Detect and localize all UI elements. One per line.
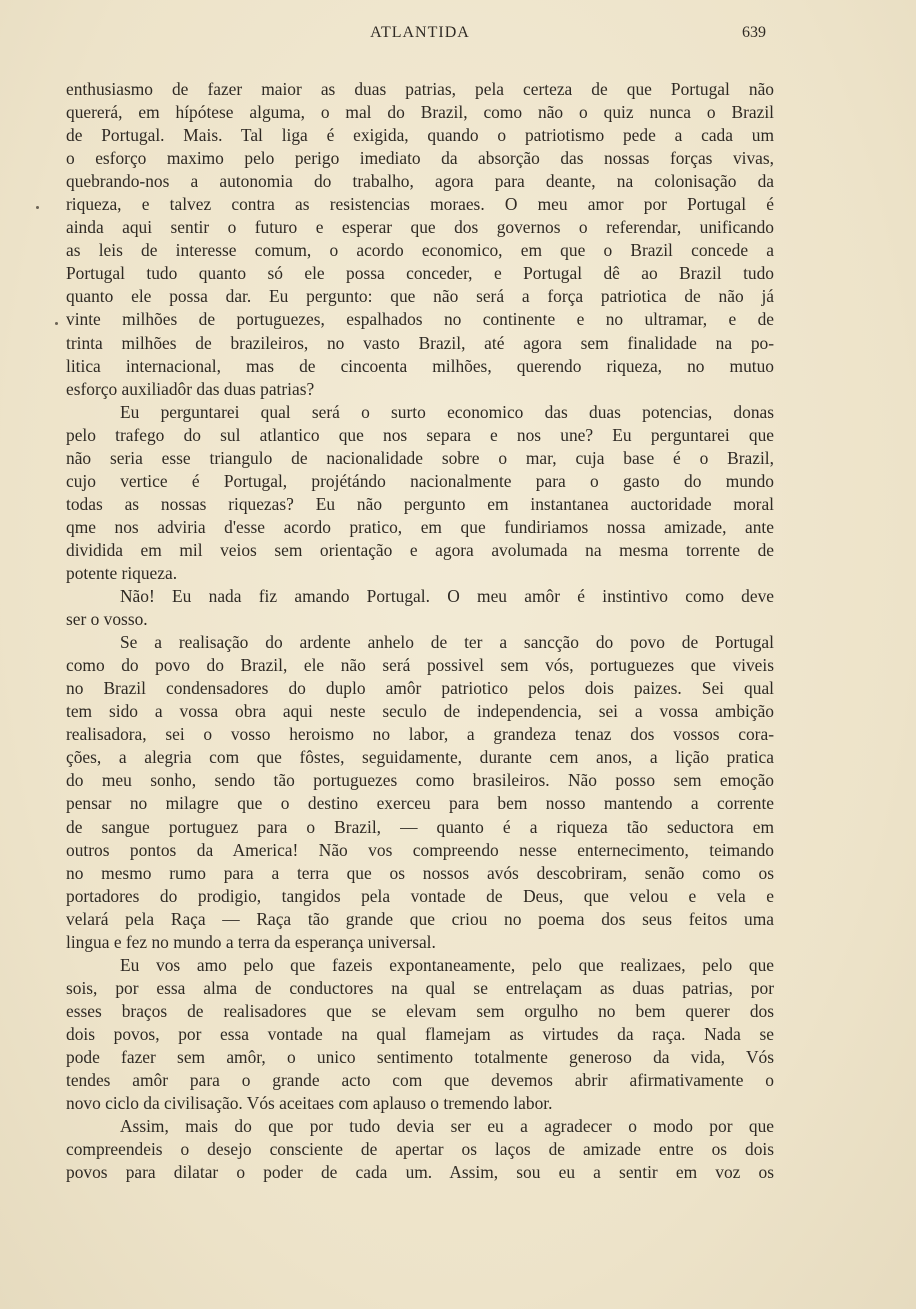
text-line: ainda aqui sentir o futuro e esperar que dos governos o referendar, unificando [66, 217, 774, 238]
text-line: Portugal tudo quanto só ele possa conceder, e Portugal dê ao Brazil tudo [66, 263, 774, 284]
text-line: velará pela Raça — Raça tão grande que criou no poema dos seus feitos uma [66, 908, 774, 929]
text-line: lingua e fez no mundo a terra da esperança universal. [66, 931, 436, 952]
text-line: todas as nossas riquezas? Eu não pergunto em instantanea auctoridade moral [66, 493, 774, 514]
text-line: qme nos adviria d'esse acordo pratico, em que fundiriamos nossa amizade, ante [66, 516, 774, 537]
text-line: no Brazil condensadores do duplo amôr patriotico pelos dois paizes. Sei qual [66, 678, 774, 699]
text-line: o esforço maximo pelo perigo imediato da absorção das nossas forças vivas, [66, 148, 774, 169]
text-line: pensar no milagre que o destino exerceu para bem nosso mantendo a corrente [66, 793, 774, 814]
margin-speck [36, 206, 39, 209]
text-line: outros pontos da America! Não vos compreendo nesse enternecimento, teimando [66, 839, 774, 860]
paragraph-first-line: Se a realisação do ardente anhelo de ter a sancção do povo de Portugal [120, 632, 774, 653]
paragraph-first-line: Não! Eu nada fiz amando Portugal. O meu amôr é instintivo como deve [120, 586, 774, 607]
text-line: potente riqueza. [66, 562, 178, 583]
text-line: ções, a alegria com que fôstes, seguidamente, durante cem anos, a lição pratica [66, 747, 774, 768]
text-line: pode fazer sem amôr, o unico sentimento totalmente generoso da vida, Vós [66, 1046, 774, 1067]
text-line: povos para dilatar o poder de cada um. Assim, sou eu a sentir em voz os [66, 1162, 774, 1183]
text-line: vinte milhões de portuguezes, espalhados no continente e no ultramar, e de [66, 309, 774, 330]
text-line: no mesmo rumo para a terra que os nossos avós descobriram, senão como os [66, 862, 774, 883]
text-line: dois povos, por essa vontade na qual flamejam as virtudes da raça. Nada se [66, 1023, 774, 1044]
text-line: ser o vosso. [66, 609, 148, 630]
paragraph-first-line: Eu vos amo pelo que fazeis expontaneamente, pelo que realizaes, pelo que [120, 954, 774, 975]
text-line: como do povo do Brazil, ele não será possivel sem vós, portuguezes que viveis [66, 655, 774, 676]
text-line: trinta milhões de brazileiros, no vasto Brazil, até agora sem finalidade na po- [66, 332, 774, 353]
text-line: litica internacional, mas de cincoenta milhões, querendo riqueza, no mutuo [66, 355, 774, 376]
paragraph-first-line: Eu perguntarei qual será o surto economico das duas potencias, donas [120, 401, 774, 422]
running-title: ATLANTIDA [370, 24, 470, 41]
text-line: realisadora, sei o vosso heroismo no labor, a grandeza tenaz dos vossos cora- [66, 724, 774, 745]
text-line: sois, por essa alma de conductores na qual se entrelaçam as duas patrias, por [66, 977, 774, 998]
text-line: quererá, em hípótese alguma, o mal do Brazil, como não o quiz nunca o Brazil [66, 102, 774, 123]
text-line: tem sido a vossa obra aqui neste seculo de independencia, sei a vossa ambição [66, 701, 774, 722]
text-line: quebrando-nos a autonomia do trabalho, agora para deante, na colonisação da [66, 171, 774, 192]
text-line: as leis de interesse comum, o acordo economico, em que o Brazil concede a [66, 240, 774, 261]
text-line: esforço auxiliadôr das duas patrias? [66, 378, 315, 399]
text-line: de Portugal. Mais. Tal liga é exigida, quando o patriotismo pede a cada um [66, 125, 774, 146]
text-line: de sangue portuguez para o Brazil, — quanto é a riqueza tão seductora em [66, 816, 774, 837]
page-number: 639 [742, 24, 766, 41]
text-line: tendes amôr para o grande acto com que devemos abrir afirmativamente o [66, 1070, 774, 1091]
text-line: esses braços de realisadores que se elevam sem orgulho no bem querer dos [66, 1000, 774, 1021]
text-line: quanto ele possa dar. Eu pergunto: que não será a força patriotica de não já [66, 286, 774, 307]
text-line: cujo vertice é Portugal, projétándo nacionalmente para o gasto do mundo [66, 470, 774, 491]
text-line: do meu sonho, sendo tão portuguezes como brasileiros. Não posso sem emoção [66, 770, 774, 791]
paragraph-first-line: Assim, mais do que por tudo devia ser eu a agradecer o modo por que [120, 1116, 774, 1137]
body-text [66, 78, 774, 1184]
text-line: riqueza, e talvez contra as resistencias moraes. O meu amor por Portugal é [66, 194, 774, 215]
text-line: portadores do prodigio, tangidos pela vontade de Deus, que velou e vela e [66, 885, 774, 906]
page-header [66, 24, 774, 48]
text-line: não seria esse triangulo de nacionalidade sobre o mar, cuja base é o Brazil, [66, 447, 774, 468]
text-line: dividida em mil veios sem orientação e agora avolumada na mesma torrente de [66, 539, 774, 560]
text-line: novo ciclo da civilisação. Vós aceitaes com aplauso o tremendo labor. [66, 1093, 553, 1114]
margin-speck [55, 322, 58, 325]
text-line: compreendeis o desejo consciente de apertar os laços de amizade entre os dois [66, 1139, 774, 1160]
text-line: pelo trafego do sul atlantico que nos separa e nos une? Eu perguntarei que [66, 424, 774, 445]
text-line: enthusiasmo de fazer maior as duas patrias, pela certeza de que Portugal não [66, 79, 774, 99]
